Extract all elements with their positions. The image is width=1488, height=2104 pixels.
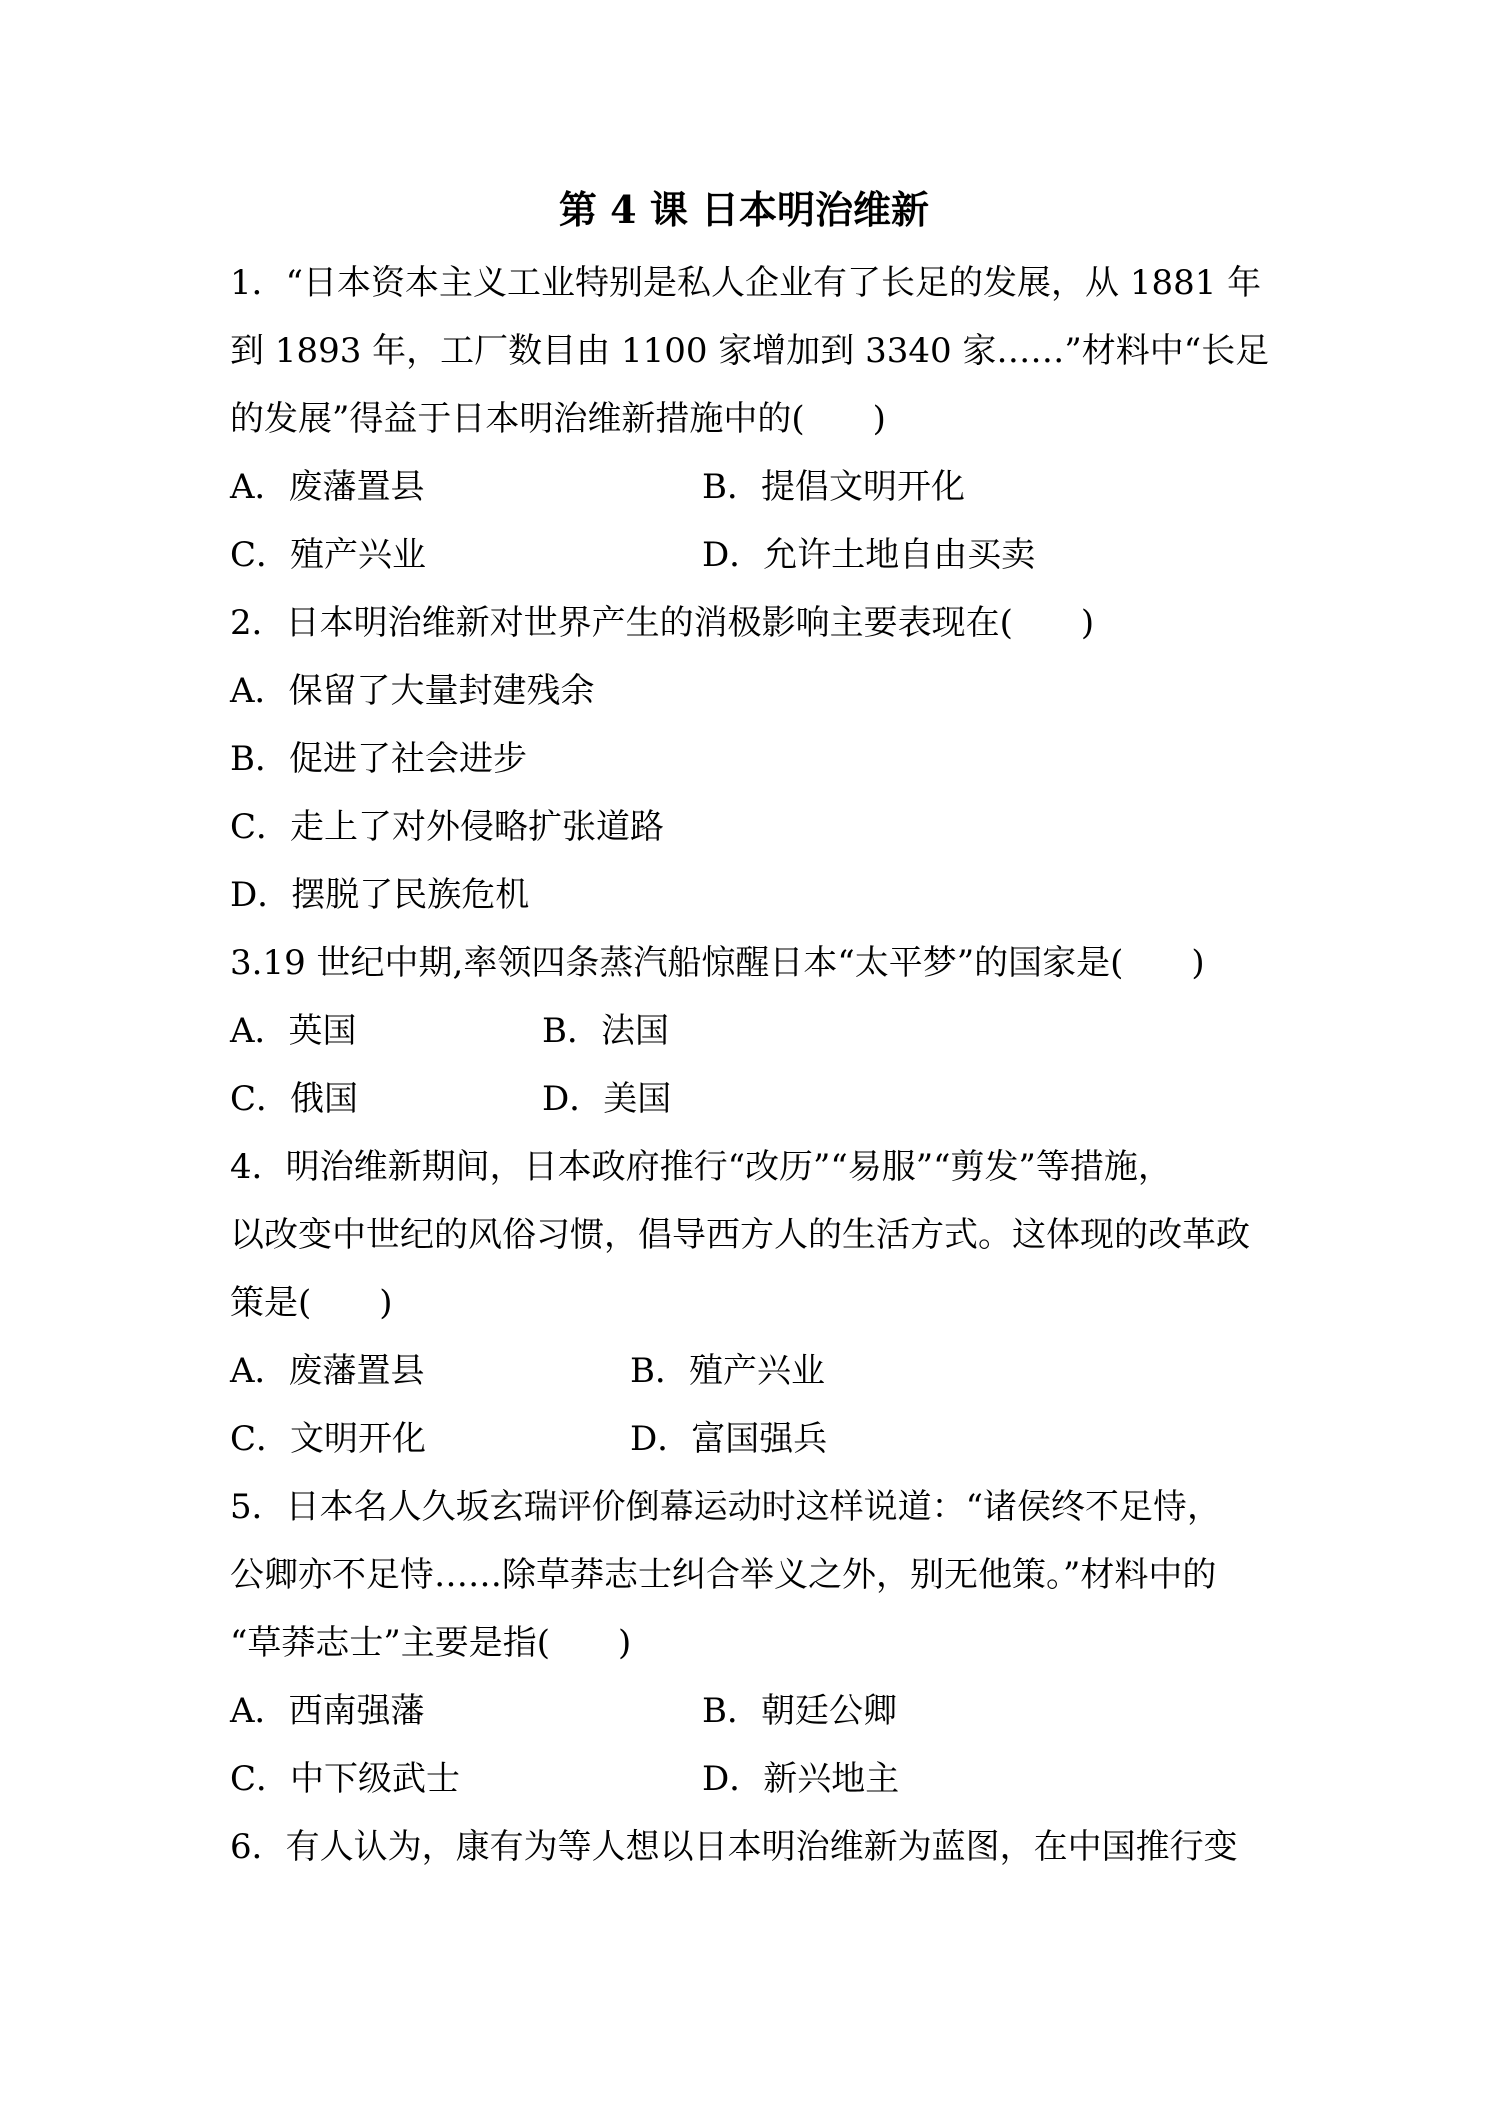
- q4-option-b: B．殖产兴业: [630, 1351, 825, 1391]
- q1-option-c: C．殖产兴业: [230, 535, 427, 575]
- q5-option-a: A．西南强藩: [230, 1691, 425, 1731]
- q1-stem-line-3: 的发展”得益于日本明治维新措施中的( ): [230, 399, 886, 439]
- q2-stem-line-1: 2．日本明治维新对世界产生的消极影响主要表现在( ): [230, 603, 1095, 643]
- q1-stem-line-2: 到 1893 年，工厂数目由 1100 家增加到 3340 家……”材料中“长足: [230, 331, 1270, 371]
- q1-option-d: D．允许土地自由买卖: [702, 535, 1036, 575]
- q5-stem-line-3: “草莽志士”主要是指( ): [230, 1623, 632, 1663]
- q5-stem-line-1: 5．日本名人久坂玄瑞评价倒幕运动时这样说道：“诸侯终不足恃，: [230, 1487, 1222, 1527]
- q5-option-b: B．朝廷公卿: [702, 1691, 897, 1731]
- q4-option-c: C．文明开化: [230, 1419, 427, 1459]
- q3-option-b: B．法国: [542, 1011, 669, 1051]
- q2-option-d: D．摆脱了民族危机: [230, 875, 530, 915]
- q3-stem-line-1: 3.19 世纪中期,率领四条蒸汽船惊醒日本“太平梦”的国家是( ): [230, 943, 1205, 983]
- q5-option-c: C．中下级武士: [230, 1759, 461, 1799]
- q1-stem-line-1: 1．“日本资本主义工业特别是私人企业有了长足的发展，从 1881 年: [230, 263, 1262, 303]
- q4-stem-line-2: 以改变中世纪的风俗习惯，倡导西方人的生活方式。这体现的改革政: [230, 1215, 1250, 1255]
- q4-option-a: A．废藩置县: [230, 1351, 425, 1391]
- q4-stem-line-3: 策是( ): [230, 1283, 393, 1323]
- q4-option-d: D．富国强兵: [630, 1419, 828, 1459]
- q3-option-a: A．英国: [230, 1011, 357, 1051]
- q5-option-d: D．新兴地主: [702, 1759, 900, 1799]
- q6-stem-line-1: 6．有人认为，康有为等人想以日本明治维新为蓝图，在中国推行变: [230, 1827, 1238, 1867]
- q5-stem-line-2: 公卿亦不足恃……除草莽志士纠合举义之外，别无他策。”材料中的: [230, 1555, 1217, 1595]
- q4-stem-line-1: 4．明治维新期间，日本政府推行“改历”“易服”“剪发”等措施，: [230, 1147, 1172, 1187]
- q3-option-d: D．美国: [542, 1079, 672, 1119]
- q1-option-a: A．废藩置县: [230, 467, 425, 507]
- q3-option-c: C．俄国: [230, 1079, 359, 1119]
- q2-option-b: B．促进了社会进步: [230, 739, 527, 779]
- q2-option-a: A．保留了大量封建残余: [230, 671, 595, 711]
- lesson-title: 第 4 课 日本明治维新: [558, 187, 930, 232]
- q2-option-c: C．走上了对外侵略扩张道路: [230, 807, 665, 847]
- q1-option-b: B．提倡文明开化: [702, 467, 965, 507]
